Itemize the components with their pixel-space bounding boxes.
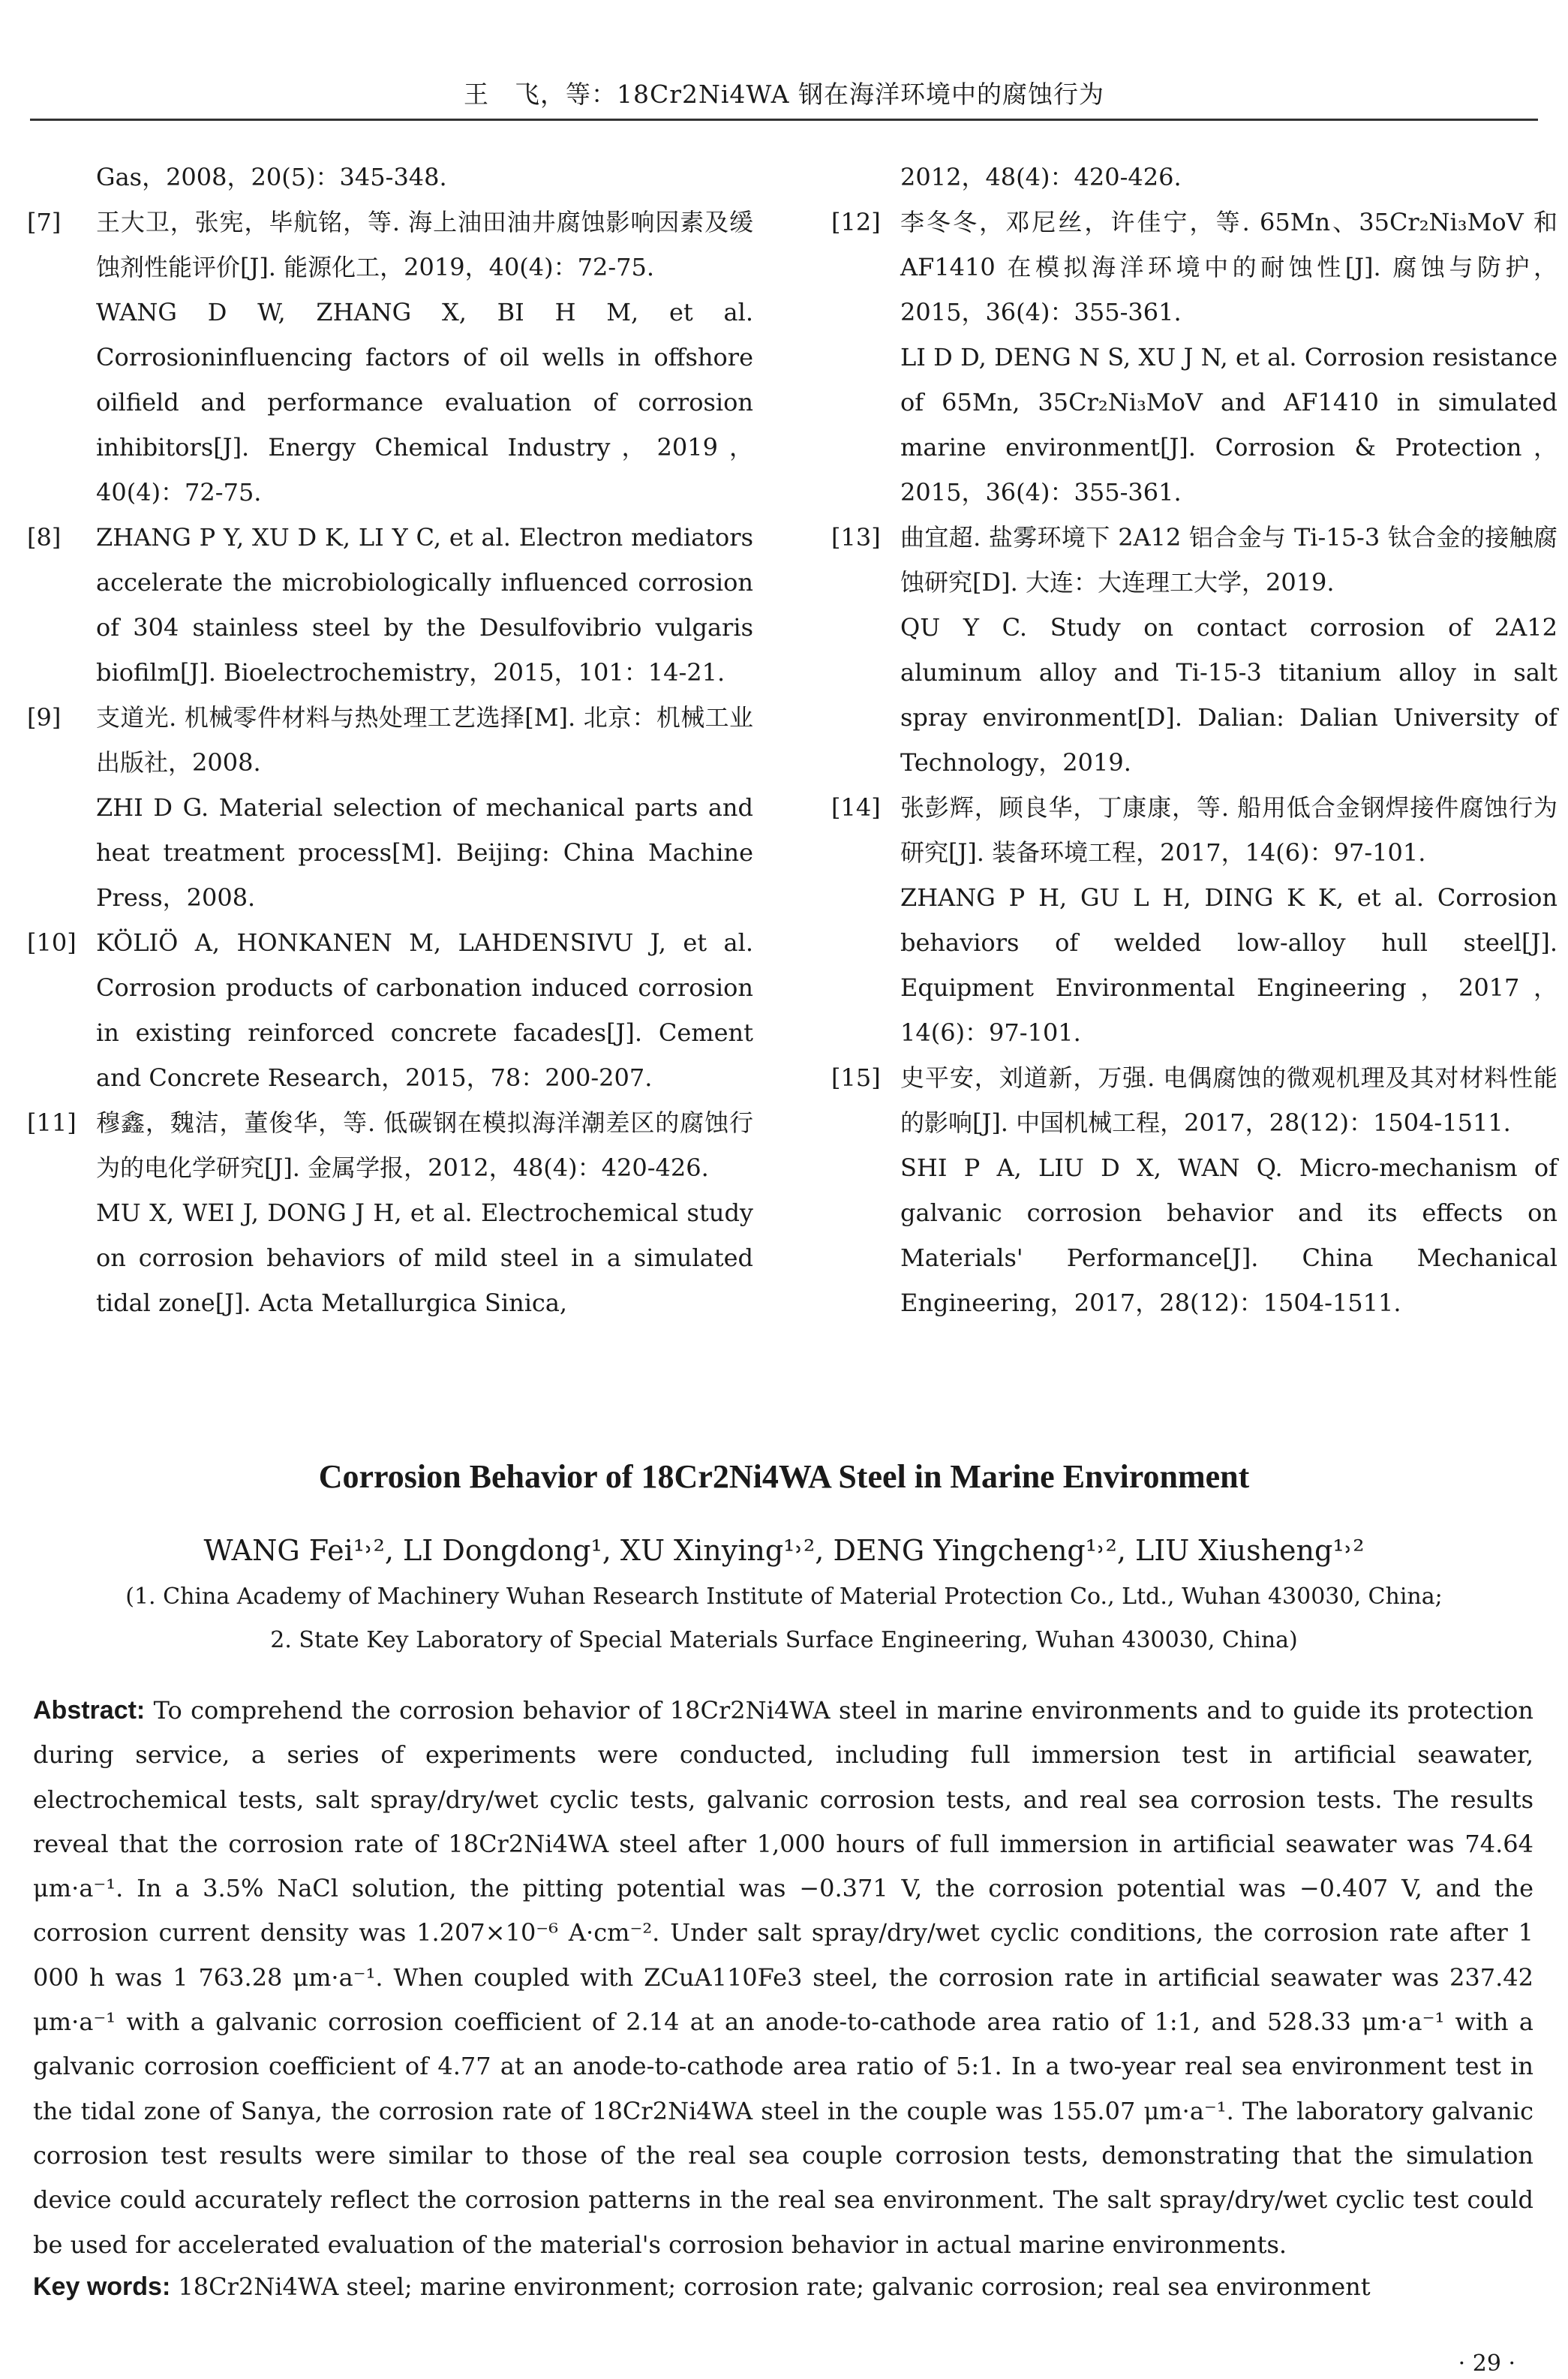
- reference-entry: [27, 920, 753, 1100]
- keywords-text: 18Cr2Ni4WA steel; marine environment; corrosion rate; galvanic corrosion; real sea environment: [178, 2272, 1371, 2301]
- reference-number: [9]: [27, 703, 62, 732]
- reference-number: [8]: [27, 523, 62, 552]
- reference-text: ZHANG P Y, XU D K, LI Y C, et al. Electron mediators accelerate the microbiologically influenced corrosion of 304 stainless steel by the Desulfovibrio vulgaris biofilm[J]. Bioelectrochemistry，2015，101：14-21.: [96, 523, 753, 687]
- reference-text: 支道光. 机械零件材料与热处理工艺选择[M]. 北京：机械工业出版社，2008.: [96, 703, 753, 777]
- reference-number: [10]: [27, 928, 77, 957]
- reference-text: 李冬冬，邓尼丝，许佳宁，等. 65Mn、35Cr₂Ni₃MoV 和 AF1410 在模拟海洋环境中的耐蚀性[J]. 腐蚀与防护，2015，36(4)：355-361.: [900, 208, 1557, 326]
- affiliation-2: 2. State Key Laboratory of Special Materials Surface Engineering, Wuhan 430030, China): [270, 1627, 1298, 1653]
- reference-number: [13]: [831, 523, 881, 552]
- reference-text: 史平安，刘道新，万强. 电偶腐蚀的微观机理及其对材料性能的影响[J]. 中国机械工程，2017，28(12)：1504-1511.: [900, 1063, 1557, 1137]
- reference-text: 穆鑫，魏洁，董俊华，等. 低碳钢在模拟海洋潮差区的腐蚀行为的电化学研究[J]. 金属学报，2012，48(4)：420-426.: [96, 1108, 753, 1182]
- reference-number: [12]: [831, 208, 881, 236]
- reference-text: MU X, WEI J, DONG J H, et al. Electrochemical study on corrosion behaviors of mild steel in a simulated tidal zone[J]. Acta Metallurgica Sinica,: [96, 1199, 753, 1317]
- reference-text: 王大卫，张宪，毕航铭，等. 海上油田油井腐蚀影响因素及缓蚀剂性能评价[J]. 能源化工，2019，40(4)：72-75.: [96, 208, 753, 281]
- reference-text: ZHANG P H, GU L H, DING K K, et al. Corrosion behaviors of welded low-alloy hull steel[J]. Equipment Environmental Engineering，2017，14(6)：97-101.: [900, 883, 1557, 1047]
- references-right-column: [831, 155, 1557, 1325]
- reference-text: 张彭辉，顾良华，丁康康，等. 船用低合金钢焊接件腐蚀行为研究[J]. 装备环境工程，2017，14(6)：97-101.: [900, 793, 1557, 867]
- english-title: Corrosion Behavior of 18Cr2Ni4WA Steel in Marine Environment: [318, 1458, 1250, 1495]
- reference-text: WANG D W, ZHANG X, BI H M, et al. Corrosioninfluencing factors of oil wells in offshore oilfield and performance evaluation of corrosion inhibitors[J]. Energy Chemical Industry，2019，40(4)：72-75.: [96, 298, 753, 507]
- reference-entry: [27, 695, 753, 920]
- reference-number: [7]: [27, 208, 62, 236]
- abstract: [33, 1689, 1533, 2267]
- reference-entry: [831, 515, 1557, 785]
- reference-number: [11]: [27, 1108, 77, 1137]
- abstract-label: Abstract:: [33, 1696, 146, 1725]
- affiliation-1: (1. China Academy of Machinery Wuhan Research Institute of Material Protection Co., Ltd., Wuhan 430030, China;: [125, 1583, 1443, 1610]
- header-rule: [30, 119, 1538, 121]
- reference-text: 曲宜超. 盐雾环境下 2A12 铝合金与 Ti-15-3 钛合金的接触腐蚀研究[D]. 大连：大连理工大学，2019.: [900, 523, 1557, 597]
- reference-entry: [831, 785, 1557, 1055]
- reference-number: [14]: [831, 793, 881, 822]
- reference-entry: [831, 1055, 1557, 1325]
- keywords: [33, 2272, 1533, 2302]
- abstract-text: To comprehend the corrosion behavior of 18Cr2Ni4WA steel in marine environments and to guide its protection during service, a series of experiments were conducted, including full immersion test in artificial seawater, electrochemical tests, salt spray/dry/wet cyclic tests, galvanic corrosion tests, and real sea corrosion tests. The results reveal that the corrosion rate of 18Cr2Ni4WA steel after 1,000 hours of full immersion in artificial seawater was 74.64 μm·a⁻¹. In a 3.5% NaCl solution, the pitting potential was −0.371 V, the corrosion potential was −0.407 V, and the corrosion current density was 1.207×10⁻⁶ A·cm⁻². Under salt spray/dry/wet cyclic conditions, the corrosion rate after 1 000 h was 1 763.28 μm·a⁻¹. When coupled with ZCuA110Fe3 steel, the corrosion rate in artificial seawater was 237.42 μm·a⁻¹ with a galvanic corrosion coefficient of 2.14 at an anode-to-cathode area ratio of 1:1, and 528.33 μm·a⁻¹ with a galvanic corrosion coefficient of 4.77 at an anode-to-cathode area ratio of 5:1. In a two-year real sea environment test in the tidal zone of Sanya, the corrosion rate of 18Cr2Ni4WA steel in the couple was 155.07 μm·a⁻¹. The laboratory galvanic corrosion test results were similar to those of the real sea couple corrosion tests, demonstrating that the simulation device could accurately reflect the corrosion patterns in the real sea environment. The salt spray/dry/wet cyclic test could be used for accelerated evaluation of the material's corrosion behavior in actual marine environments.: [33, 1696, 1534, 2259]
- reference-text: ZHI D G. Material selection of mechanical parts and heat treatment process[M]. Beijing: China Machine Press，2008.: [96, 793, 753, 912]
- reference-number: [15]: [831, 1063, 881, 1092]
- reference-text: QU Y C. Study on contact corrosion of 2A12 aluminum alloy and Ti-15-3 titanium alloy in salt spray environment[D]. Dalian: Dalian University of Technology，2019.: [900, 613, 1557, 777]
- reference-text: KÖLIÖ A, HONKANEN M, LAHDENSIVU J, et al. Corrosion products of carbonation induced corrosion in existing reinforced concrete facades[J]. Cement and Concrete Research，2015，78：200-207.: [96, 928, 753, 1092]
- running-header: 王 飞，等：18Cr2Ni4WA 钢在海洋环境中的腐蚀行为: [463, 80, 1105, 109]
- reference-entry: [27, 515, 753, 695]
- page-number: · 29 ·: [1458, 2350, 1515, 2377]
- reference-text: 2012，48(4)：420-426.: [900, 163, 1182, 191]
- references-left-column: [27, 155, 753, 1325]
- author-list: WANG Fei¹˒², LI Dongdong¹, XU Xinying¹˒², DENG Yingcheng¹˒², LIU Xiusheng¹˒²: [203, 1534, 1365, 1567]
- keywords-label: Key words:: [33, 2272, 171, 2301]
- reference-entry: [96, 155, 753, 200]
- reference-entry: [27, 1100, 753, 1325]
- reference-entry: [27, 200, 753, 515]
- reference-text: Gas，2008，20(5)：345-348.: [96, 163, 447, 191]
- reference-entry: [900, 155, 1557, 200]
- reference-text: LI D D, DENG N S, XU J N, et al. Corrosion resistance of 65Mn, 35Cr₂Ni₃MoV and AF1410 in simulated marine environment[J]. Corrosion & Protection，2015，36(4)：355-361.: [900, 343, 1557, 507]
- reference-text: SHI P A, LIU D X, WAN Q. Micro-mechanism of galvanic corrosion behavior and its effects on Materials' Performance[J]. China Mechanical Engineering，2017，28(12)：1504-1511.: [900, 1153, 1557, 1317]
- reference-entry: [831, 200, 1557, 515]
